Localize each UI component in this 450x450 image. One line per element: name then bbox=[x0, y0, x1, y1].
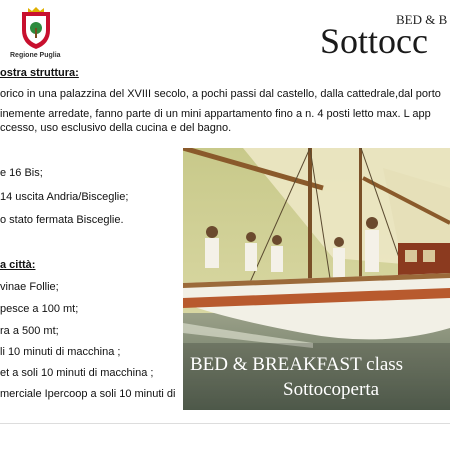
structure-heading: ostra struttura: bbox=[0, 67, 79, 79]
brand-title: Sottocc bbox=[320, 21, 428, 61]
city-line: li 10 minuti di macchina ; bbox=[0, 346, 121, 358]
regione-puglia-crest-icon bbox=[18, 6, 54, 50]
city-line: pesce a 100 mt; bbox=[0, 303, 79, 315]
brand-subtitle: BED & B bbox=[396, 12, 448, 27]
city-line: merciale Ipercoop a soli 10 minuti di bbox=[0, 388, 176, 400]
city-line: et a soli 10 minuti di macchina ; bbox=[0, 367, 154, 379]
structure-line: ccesso, uso esclusivo della cucina e del bagno. bbox=[0, 122, 232, 134]
structure-line: inemente arredate, fanno parte di un mini appartamento fino a n. 4 posti letto max. L app bbox=[0, 108, 431, 120]
photo-caption-name: Sottocoperta bbox=[283, 379, 380, 400]
address-line: o stato fermata Bisceglie. bbox=[0, 214, 124, 226]
city-line: vinae Follie; bbox=[0, 281, 59, 293]
bottom-divider bbox=[0, 423, 450, 424]
city-heading: a città: bbox=[0, 259, 36, 271]
address-line: e 16 Bis; bbox=[0, 167, 43, 179]
structure-line: orico in una palazzina del XVIII secolo, a pochi passi dal castello, dalla cattedrale,dal porto bbox=[0, 88, 441, 100]
logo-caption: Regione Puglia bbox=[10, 52, 61, 59]
address-line: 14 uscita Andria/Bisceglie; bbox=[0, 191, 129, 203]
city-line: ra a 500 mt; bbox=[0, 325, 59, 337]
photo-caption-title: BED & BREAKFAST class bbox=[190, 354, 404, 375]
